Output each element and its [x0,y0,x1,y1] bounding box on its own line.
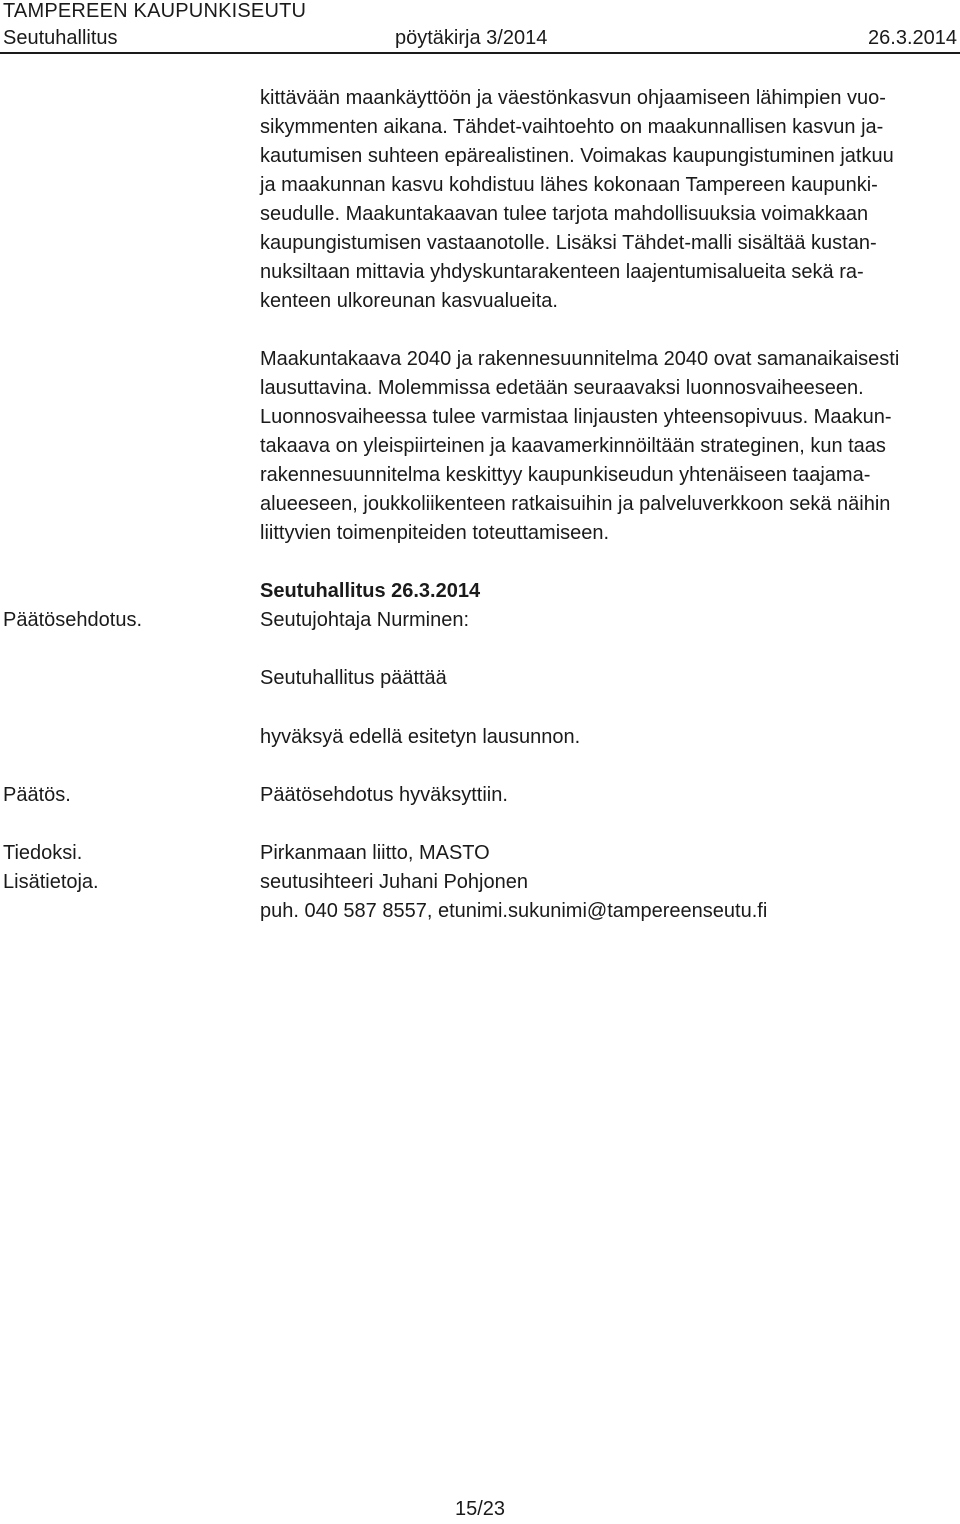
header-meta-row [3,24,957,52]
organization-name: TAMPEREEN KAUPUNKISEUTU [3,0,307,22]
tiedoksi-label: Tiedoksi. [3,842,83,864]
paragraph-line: rakennesuunnitelma keskittyy kaupunkiseudun yhtenäiseen taajama- [260,464,871,486]
paragraph-line: sikymmenten aikana. Tähdet-vaihtoehto on maakunnallisen kasvun ja- [260,116,884,138]
paragraph-line: kenteen ulkoreunan kasvualueita. [260,290,558,312]
meeting-heading: Seutuhallitus 26.3.2014 [260,580,481,602]
presenter: Seutujohtaja Nurminen: [260,609,470,631]
paragraph-line: lausuttavina. Molemmissa edetään seuraavaksi luonnosvaiheeseen. [260,377,864,399]
paragraph-2 [260,345,960,548]
paragraph-line: liittyvien toimenpiteiden toteuttamiseen. [260,522,610,544]
paragraph-1 [260,84,960,316]
header-body-name: Seutuhallitus [3,27,118,49]
paragraph-line: Luonnosvaiheessa tulee varmistaa linjausten yhteensopivuus. Maakun- [260,406,892,428]
paragraph-line: kittävään maankäyttöön ja väestönkasvun ohjaamiseen lähimpien vuo- [260,87,886,109]
paragraph-line: ja maakunnan kasvu kohdistuu lähes kokonaan Tampereen kaupunki- [260,174,878,196]
proposal-intro: Seutuhallitus päättää [260,667,447,689]
paragraph-line: seudulle. Maakuntakaavan tulee tarjota mahdollisuuksia voimakkaan [260,203,869,225]
paragraph-line: takaava on yleispiirteinen ja kaavamerkinnöiltään strateginen, kun taas [260,435,886,457]
tiedoksi-recipients: Pirkanmaan liitto, MASTO [260,842,490,864]
decision-label: Päätös. [3,784,71,806]
paragraph-line: nuksiltaan mittavia yhdyskuntarakenteen laajentumisalueita sekä ra- [260,261,864,283]
page-header [0,0,960,56]
header-document-id: pöytäkirja 3/2014 [395,27,548,49]
proposal-label: Päätösehdotus. [3,609,142,631]
paragraph-line: alueeseen, joukkoliikenteen ratkaisuihin ja palveluverkkoon sekä näihin [260,493,891,515]
paragraph-line: kautumisen suhteen epärealistinen. Voimakas kaupungistuminen jatkuu [260,145,894,167]
paragraph-line: Maakuntakaava 2040 ja rakennesuunnitelma 2040 ovat samanaikaisesti [260,348,900,370]
header-divider [0,52,960,54]
paragraph-line: kaupungistumisen vastaanotolle. Lisäksi Tähdet-malli sisältää kustan- [260,232,877,254]
contact-details: puh. 040 587 8557, etunimi.sukunimi@tampereenseutu.fi [260,900,768,922]
page-number: 15/23 [454,1498,506,1520]
contact-name: seutusihteeri Juhani Pohjonen [260,871,528,893]
header-date: 26.3.2014 [868,27,957,49]
lisatietoja-label: Lisätietoja. [3,871,99,893]
decision-text: Päätösehdotus hyväksyttiin. [260,784,508,806]
proposal-text: hyväksyä edellä esitetyn lausunnon. [260,726,581,748]
